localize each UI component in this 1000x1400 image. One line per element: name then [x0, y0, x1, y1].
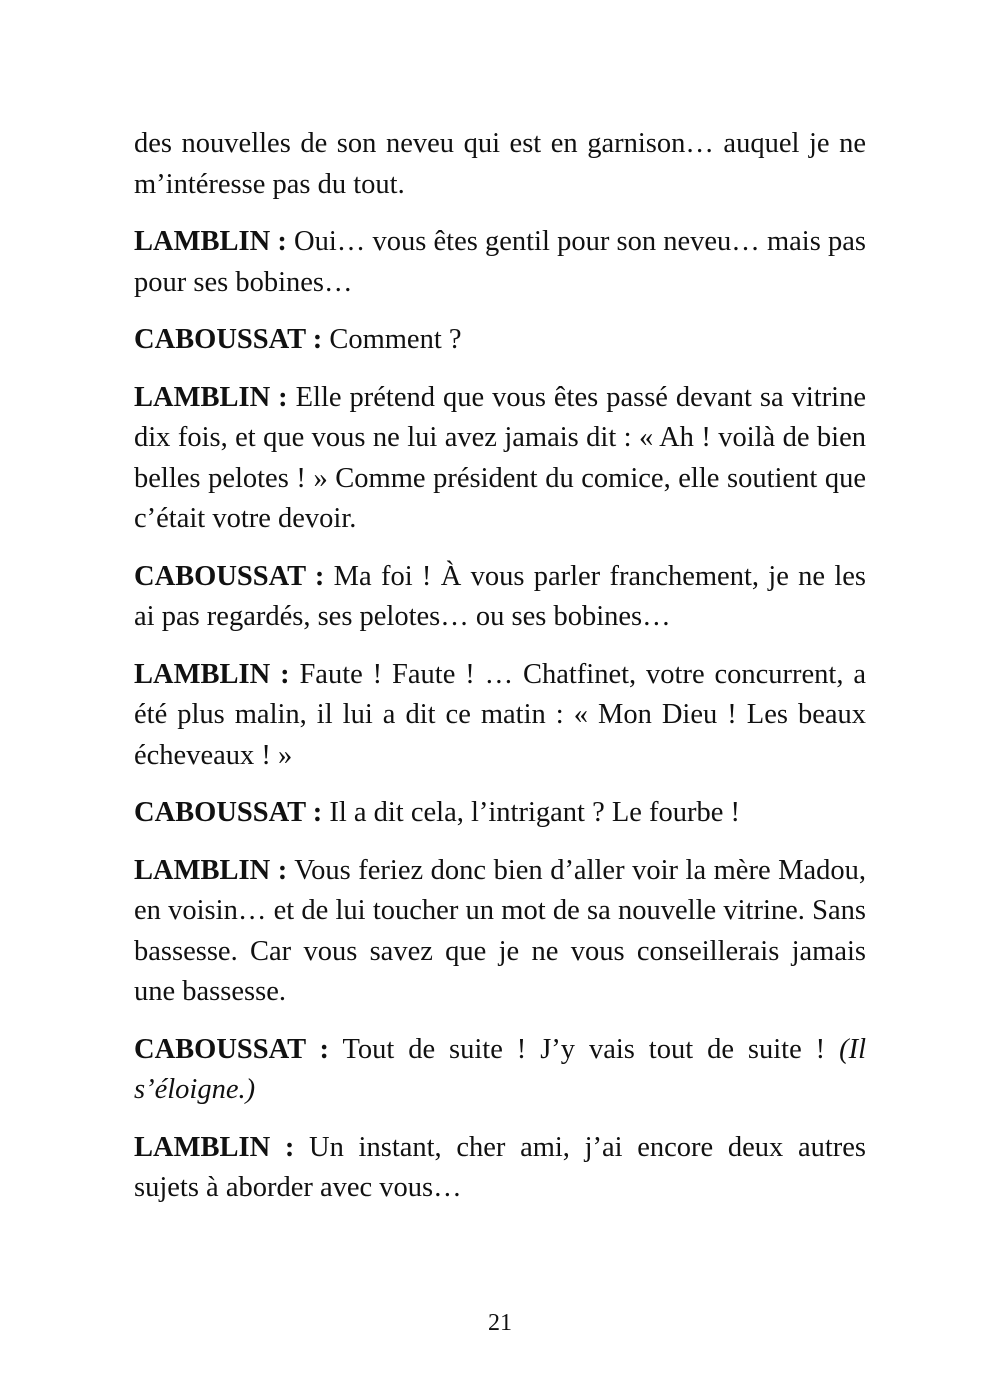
speaker-name: CABOUSSAT : [134, 324, 323, 355]
dialogue-text: des nouvelles de son neveu qui est en garnison… auquel je ne m’intéresse pas du tout. [134, 128, 866, 200]
dialogue-line [134, 793, 866, 834]
dialogue-text: Elle prétend que vous êtes passé devant sa vitrine dix fois, et que vous ne lui avez jamais dit : « Ah ! voilà de bien belles pelotes ! » Comme président du comice, elle soutient que c’était votre devoir. [134, 381, 866, 534]
dialogue-text: Ma foi ! À vous parler franchement, je ne les ai pas regardés, ses pelotes… ou ses bobines… [134, 560, 866, 632]
dialogue-text: Un instant, cher ami, j’ai encore deux autres sujets à aborder avec vous… [134, 1131, 867, 1203]
dialogue-line [134, 222, 866, 303]
speaker-name: LAMBLIN : [134, 854, 288, 886]
speaker-name: LAMBLIN : [134, 226, 287, 257]
page-body [134, 124, 866, 1226]
stage-direction: (Il s’éloigne.) [134, 1033, 866, 1105]
dialogue-line [134, 320, 866, 361]
page-number: 21 [488, 1310, 512, 1336]
speaker-name: LAMBLIN : [134, 1131, 295, 1163]
speaker-name: LAMBLIN : [134, 658, 290, 690]
dialogue-line [134, 851, 866, 1013]
dialogue-text: Faute ! Faute ! … Chatfinet, votre concurrent, a été plus malin, il lui a dit ce matin : « Mon Dieu ! Les beaux écheveaux ! » [134, 658, 866, 771]
dialogue-line [134, 1128, 866, 1209]
speaker-name: CABOUSSAT : [134, 797, 323, 828]
dialogue-line [134, 378, 866, 540]
dialogue-text: Comment ? [329, 324, 462, 355]
dialogue-line [134, 655, 866, 777]
dialogue-text: Il a dit cela, l’intrigant ? Le fourbe ! [329, 797, 741, 828]
dialogue-text: Vous feriez donc bien d’aller voir la mère Madou, en voisin… et de lui toucher un mot de sa nouvelle vitrine. Sans bassesse. Car vous savez que je ne vous conseillerais jamais une bassesse. [134, 854, 866, 1007]
dialogue-line [134, 1030, 866, 1111]
dialogue-text: Tout de suite ! J’y vais tout de suite ! [342, 1033, 826, 1065]
speaker-name: CABOUSSAT : [134, 1033, 330, 1065]
paragraph-continuation [134, 124, 866, 205]
speaker-name: LAMBLIN : [134, 381, 288, 413]
speaker-name: CABOUSSAT : [134, 560, 325, 592]
dialogue-text: Oui… vous êtes gentil pour son neveu… mais pas pour ses bobines… [134, 226, 866, 298]
dialogue-line [134, 557, 866, 638]
